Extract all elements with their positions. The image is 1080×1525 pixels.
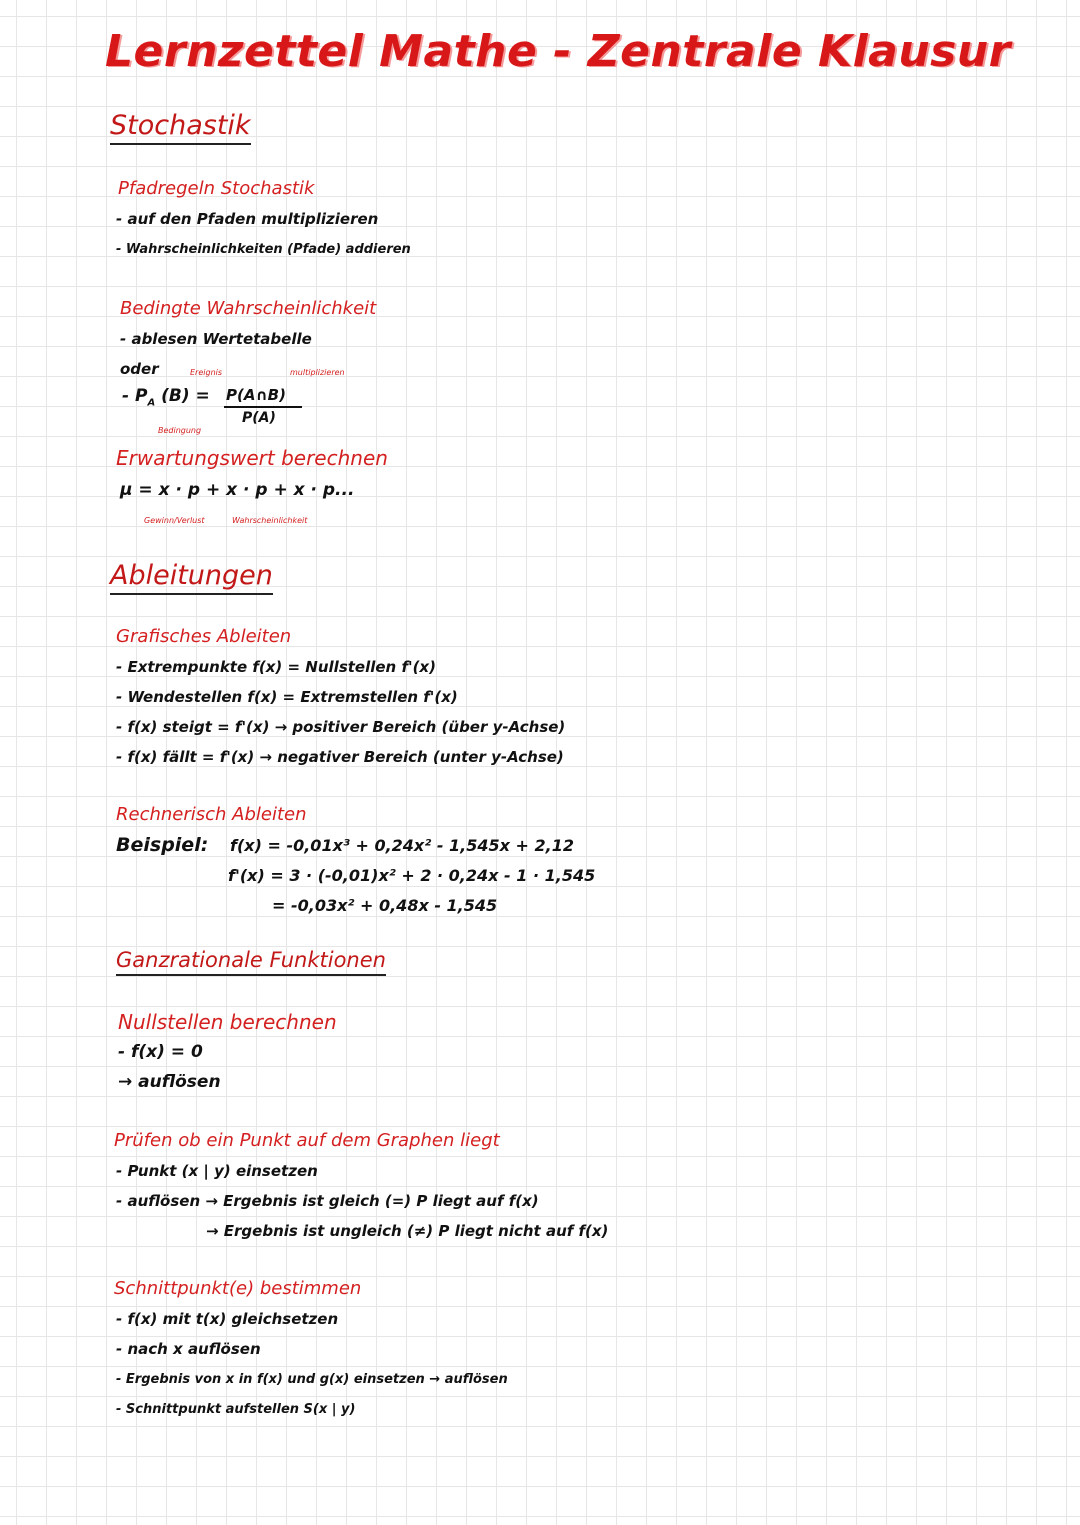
grafisch-line-3: - f(x) steigt = f'(x) → positiver Bereich (über y-Achse): [116, 718, 566, 736]
conditional-probability-lhs: - $P_A$ (B) =: [122, 386, 210, 409]
grafisch-line-2: - Wendestellen f(x) = Extremstellen f'(x): [116, 688, 458, 706]
derivative-line-1: f(x) = -0,01x³ + 0,24x² - 1,545x + 2,12: [230, 836, 574, 855]
grafisch-title: Grafisches Ableiten: [116, 626, 292, 647]
grafisch-line-4: - f(x) fällt = f'(x) → negativer Bereich (unter y-Achse): [116, 748, 564, 766]
nullstellen-line-2: → auflösen: [118, 1072, 221, 1092]
derivative-line-2: f'(x) = 3 · (-0,01)x² + 2 · 0,24x - 1 · 1,545: [228, 866, 596, 885]
schnittpunkt-line-2: - nach x auflösen: [116, 1340, 261, 1358]
pruefen-line-1: - Punkt (x | y) einsetzen: [116, 1162, 318, 1180]
schnittpunkt-line-1: - f(x) mit t(x) gleichsetzen: [116, 1310, 339, 1328]
erwartungswert-formula: μ = x · p + x · p + x · p...: [120, 480, 355, 500]
nullstellen-title: Nullstellen berechnen: [118, 1010, 337, 1034]
grafisch-line-1: - Extrempunkte f(x) = Nullstellen f'(x): [116, 658, 436, 676]
annotation-gewinn-verlust: Gewinn/Verlust: [144, 516, 205, 525]
bedingte-title: Bedingte Wahrscheinlichkeit: [120, 298, 377, 319]
schnittpunkt-title: Schnittpunkt(e) bestimmen: [114, 1278, 362, 1299]
fraction-numerator: P(A∩B): [226, 386, 286, 404]
rechnerisch-title: Rechnerisch Ableiten: [116, 804, 307, 825]
schnittpunkt-line-4: - Schnittpunkt aufstellen S(x | y): [116, 1402, 356, 1417]
nullstellen-line-1: - f(x) = 0: [118, 1042, 203, 1062]
pfadregeln-line-1: - auf den Pfaden multiplizieren: [116, 210, 379, 228]
pruefen-title: Prüfen ob ein Punkt auf dem Graphen liegt: [114, 1130, 500, 1151]
annotation-ereignis: Ereignis: [190, 368, 223, 377]
heading-ganzrationale-funktionen: Ganzrationale Funktionen: [116, 948, 386, 976]
pruefen-line-3: → Ergebnis ist ungleich (≠) P liegt nicht auf f(x): [206, 1222, 609, 1240]
fraction-bar: [224, 406, 302, 408]
page-title: Lernzettel Mathe - Zentrale Klausur: [105, 26, 1011, 77]
annotation-wahrscheinlichkeit: Wahrscheinlichkeit: [232, 516, 308, 525]
derivative-line-3: = -0,03x² + 0,48x - 1,545: [272, 896, 498, 915]
pruefen-line-2: - auflösen → Ergebnis ist gleich (=) P liegt auf f(x): [116, 1192, 539, 1210]
fraction-denominator: P(A): [242, 410, 276, 426]
annotation-multiplizieren: multiplizieren: [290, 368, 345, 377]
pfadregeln-line-2: - Wahrscheinlichkeiten (Pfade) addieren: [116, 242, 411, 257]
heading-ableitungen: Ableitungen: [110, 560, 273, 595]
schnittpunkt-line-3: - Ergebnis von x in f(x) und g(x) einsetzen → auflösen: [116, 1372, 508, 1387]
bedingte-oder: oder: [120, 360, 159, 378]
heading-stochastik: Stochastik: [110, 110, 251, 145]
bedingte-line-1: - ablesen Wertetabelle: [120, 330, 312, 348]
erwartungswert-title: Erwartungswert berechnen: [116, 446, 388, 470]
beispiel-label: Beispiel:: [116, 834, 209, 856]
annotation-bedingung: Bedingung: [158, 426, 202, 435]
pfadregeln-title: Pfadregeln Stochastik: [118, 178, 315, 199]
